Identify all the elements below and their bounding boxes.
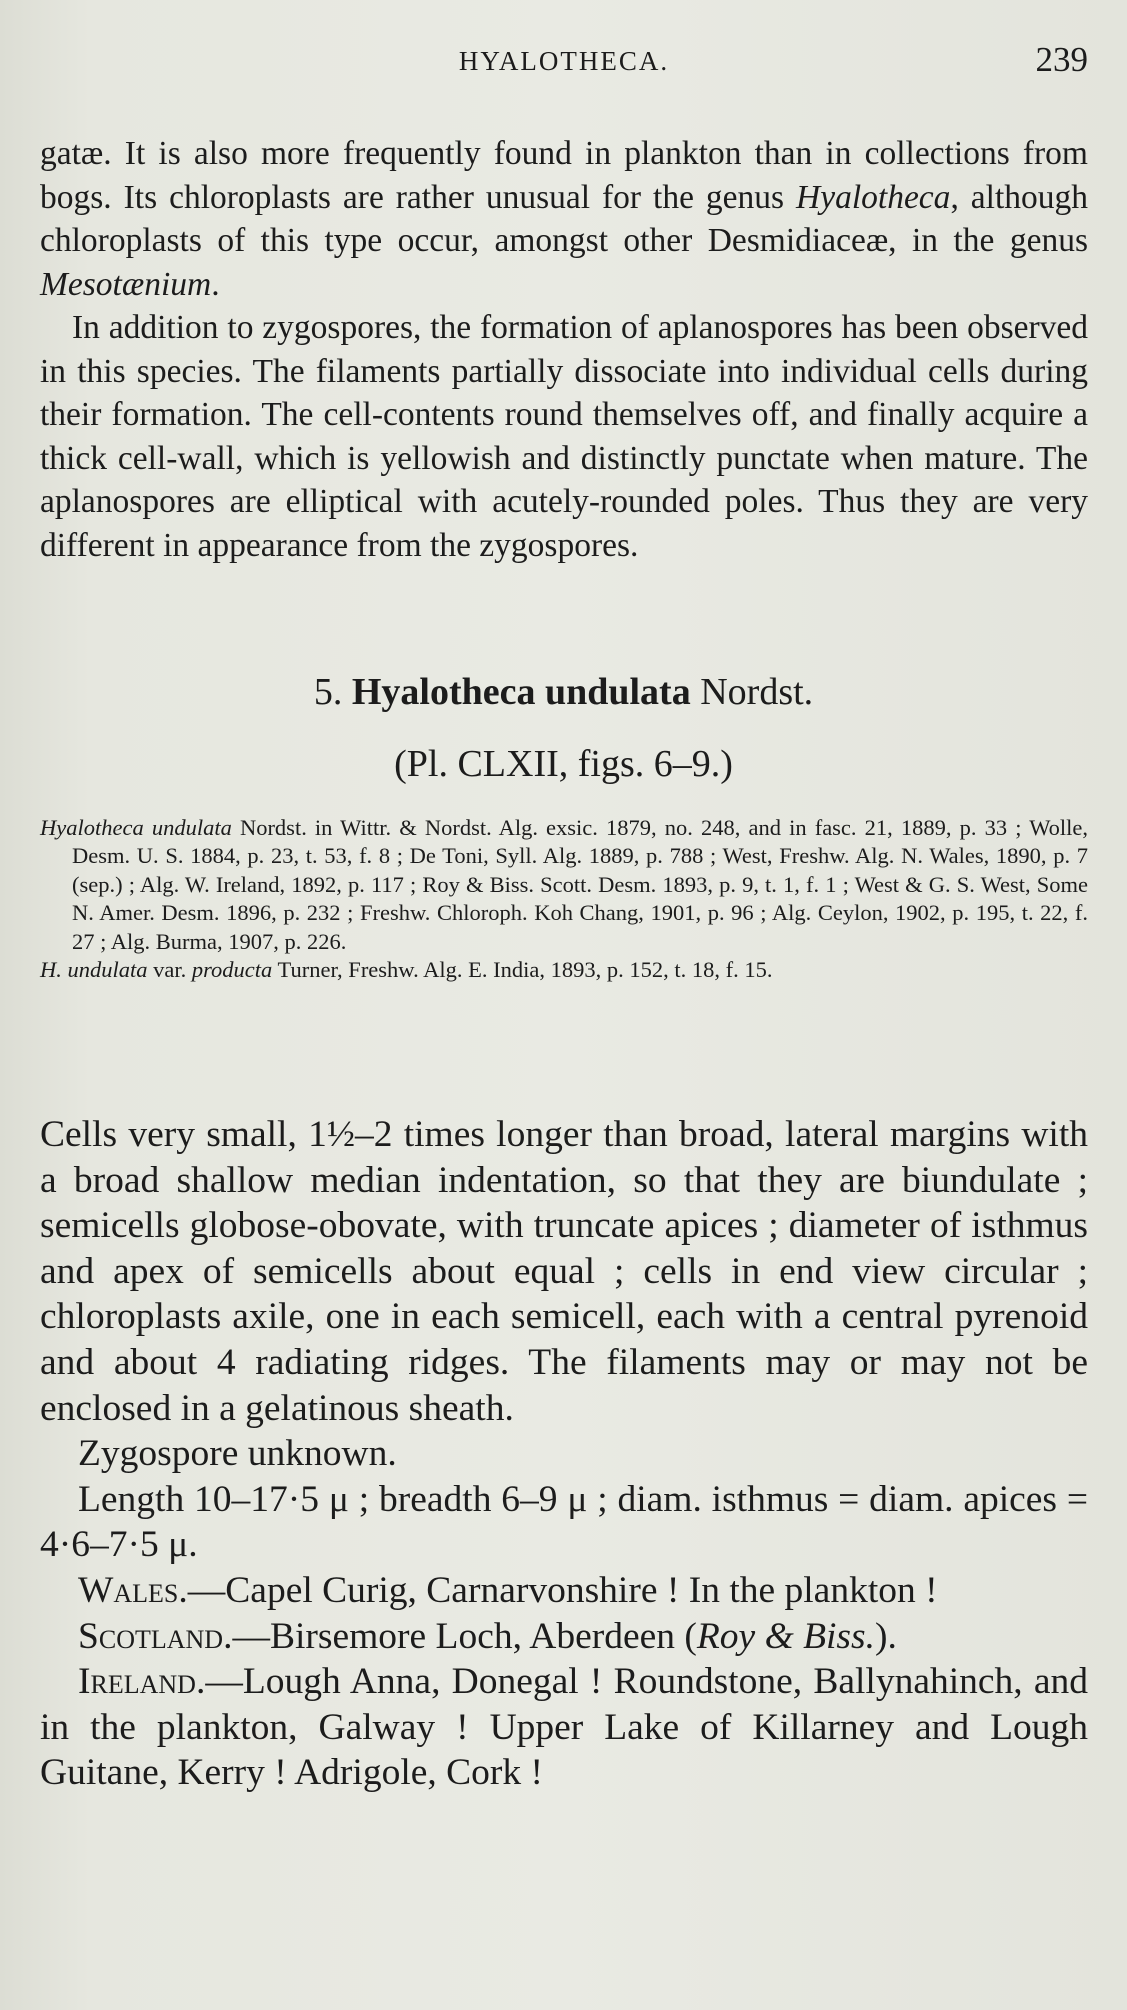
reference-entry [40, 956, 1088, 984]
page-header [40, 40, 1088, 88]
locality-text: ). [875, 1615, 897, 1657]
locality-wales [40, 1568, 1088, 1614]
reference-taxon: Hyalotheca undulata [40, 815, 232, 840]
reference-text: var. [147, 957, 192, 983]
description-text: Cells very small, 1 [40, 1114, 327, 1155]
intro-paragraph-1 [40, 132, 1088, 306]
region-label: Wales [78, 1569, 179, 1611]
genus-name: Mesotænium [40, 265, 212, 303]
region-label: Scotland [78, 1615, 224, 1657]
locality-ireland [40, 1659, 1088, 1796]
species-number: 5. [313, 671, 343, 713]
locality-scotland [40, 1614, 1088, 1660]
species-heading [0, 670, 1127, 714]
page-number: 239 [1035, 40, 1088, 79]
intro-text: . [211, 265, 220, 303]
intro-paragraph-2: In addition to zygospores, the formation of aplanospores has been observed in this species. The filaments partially dissociate into individual cells during their formation. The cell-contents round themselves off, and finally acquire a thick cell-wall, which is yellowish and distinctly punctate when mature. The aplanospores are elliptical with acutely-rounded poles. Thus they are very different in appearance from the zygospores. [40, 309, 1088, 564]
reference-variety: producta [191, 957, 273, 983]
reference-text: Turner, Freshw. Alg. E. India, 1893, p. 152, t. 18, f. 15. [272, 957, 773, 983]
fraction: ½ [326, 1114, 355, 1155]
genus-name: Hyalotheca [796, 178, 951, 216]
locality-text: .—Capel Curig, Carnarvonshire ! In the plankton ! [178, 1569, 938, 1611]
reference-taxon: H. undulata [40, 957, 148, 983]
running-title: HYALOTHECA. [458, 46, 670, 76]
zygospore-note: Zygospore unknown. [78, 1433, 397, 1475]
measurements: Length 10–17·5 μ ; breadth 6–9 μ ; diam. isthmus = diam. apices = 4·6–7·5 μ. [40, 1478, 1088, 1566]
locality-text: .—Birsemore Loch, Aberdeen ( [223, 1615, 697, 1657]
intro-text: gatæ. It is also more frequently found in plankton than in collections from bogs. Its chloroplasts are rather unusual for the genus [40, 135, 1088, 216]
locality-text: .—Lough Anna, Donegal ! Roundstone, Ballynahinch, and in the plankton, Galway ! Upper Lake of Killarney and Lough Guitane, Kerry ! Adrigole, Cork ! [40, 1661, 1088, 1794]
species-name: Hyalotheca undulata [351, 671, 691, 713]
locality-citation: Roy & Biss. [696, 1615, 875, 1657]
plate-reference: (Pl. CLXII, figs. 6–9.) [394, 743, 733, 785]
description-section [40, 1112, 1088, 1796]
references-section [40, 814, 1088, 984]
region-label: Ireland [78, 1661, 196, 1703]
reference-entry [40, 814, 1088, 956]
reference-text: Nordst. in Wittr. & Nordst. Alg. exsic. 1879, no. 248, and in fasc. 21, 1889, p. 33 ; Wolle, Desm. U. S. 1884, p. 23, t. 53, f. 8 ; De Toni, Syll. Alg. 1889, p. 788 ; West, Freshw. Alg. N. Wales, 1890, p. 7 (sep.) ; Alg. W. Ireland, 1892, p. 117 ; Roy & Biss. Scott. Desm. 1893, p. 9, t. 1, f. 1 ; West & G. S. West, Some N. Amer. Desm. 1896, p. 232 ; Freshw. Chloroph. Koh Chang, 1901, p. 96 ; Alg. Ceylon, 1902, p. 195, t. 22, f. 27 ; Alg. Burma, 1907, p. 226. [72, 815, 1088, 954]
species-author: Nordst. [700, 671, 814, 713]
intro-section [40, 132, 1088, 567]
description-text: –2 times longer than broad, lateral margins with a broad shallow median indentation, so that they are biundulate ; semicells globose-obovate, with truncate apices ; diameter of isthmus and apex of semicells about equal ; cells in end view circular ; chloroplasts axile, one in each semicell, each with a central pyrenoid and about 4 radiating ridges. The filaments may or may not be enclosed in a gelatinous sheath. [40, 1114, 1088, 1429]
intro-text: , although chloroplasts of this type occur, amongst other Desmidiaceæ, in the genus [40, 178, 1089, 259]
description-paragraph [40, 1112, 1088, 1431]
